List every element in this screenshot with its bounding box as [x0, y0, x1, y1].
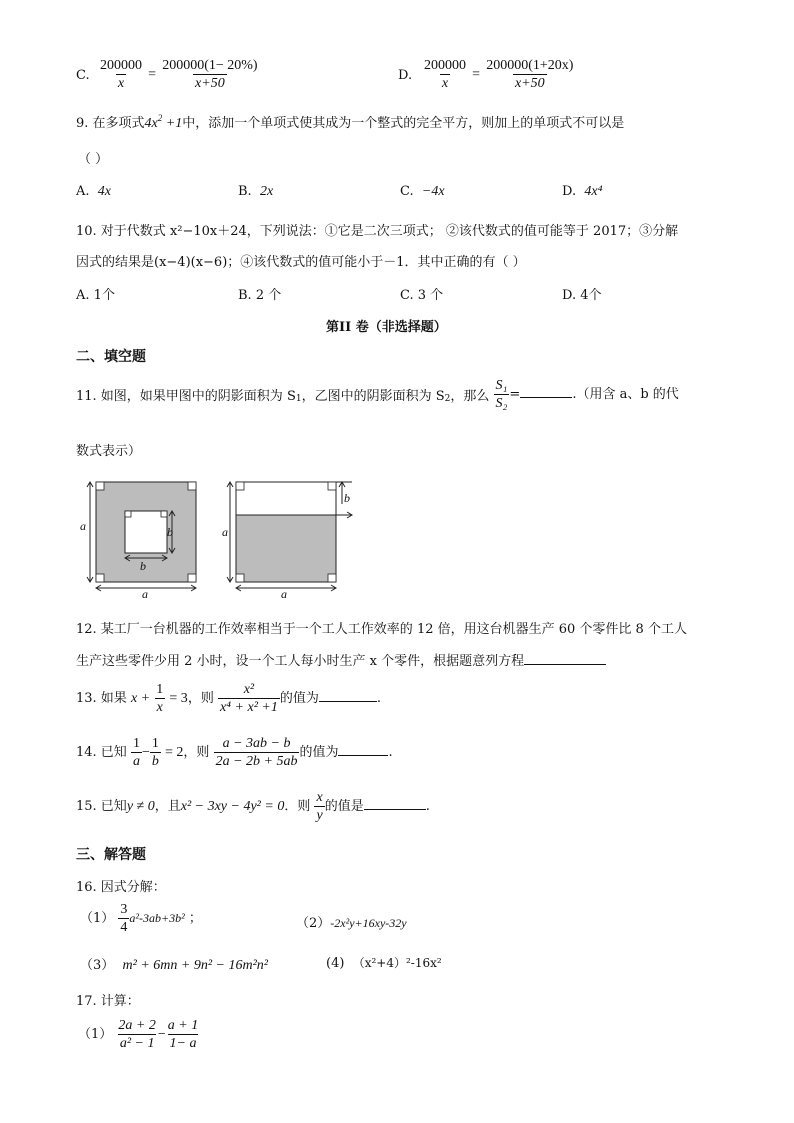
- q11-text-b: ，乙图中的阴影面积为 S: [301, 389, 445, 404]
- q13-text-a: 13. 如果: [76, 691, 127, 706]
- q15-text-b: ，且: [154, 799, 181, 814]
- q15-end: .: [425, 799, 430, 814]
- q11-equals: =: [509, 387, 521, 402]
- q13-cond-rhs: = 3: [169, 691, 188, 706]
- q8d-lhs-den: x: [441, 76, 449, 91]
- q15-frac-num: x: [316, 790, 323, 805]
- q13-frac-den: x⁴ + x² +1: [219, 700, 278, 715]
- fig1-label-b-bottom: b: [140, 559, 146, 573]
- part-3-heading: 三、解答题: [76, 847, 146, 863]
- q14-end: .: [388, 745, 393, 760]
- figure-jia: [80, 482, 196, 598]
- q16-p1-label: （1）: [80, 911, 115, 926]
- q17-f2-den: 1− a: [169, 1036, 197, 1051]
- q16-part-4: [326, 954, 442, 971]
- q11-text-c: ，那么: [450, 389, 490, 404]
- q8d-rhs-den: x+50: [514, 76, 545, 91]
- q8c-lhs-num: 200000: [100, 58, 142, 73]
- q15-stem: [76, 790, 430, 823]
- q15-answer-blank[interactable]: [364, 809, 426, 810]
- q9-option-c: [400, 184, 445, 200]
- q10-option-a: [76, 284, 115, 303]
- q9-text-a: 9. 在多项式: [76, 116, 145, 131]
- q13-text-b: ，则: [187, 691, 214, 706]
- q8c-lhs-den: x: [117, 76, 125, 91]
- q11-figures: [78, 474, 368, 598]
- q17-part-1: [78, 1018, 200, 1051]
- q15-frac-den: y: [316, 808, 323, 823]
- q14-frac-num: a − 3ab − b: [222, 736, 291, 751]
- q13-cond-lhs: x +: [130, 691, 151, 706]
- q11-text-a: 11. 如图，如果甲图中的阴影面积为 S: [76, 389, 296, 404]
- fig2-shaded: [236, 515, 336, 582]
- fig1-label-b-right: b: [167, 525, 173, 539]
- q9-opt-d-label: D.: [562, 184, 577, 199]
- q14-stem: [76, 736, 393, 769]
- q11-frac-num: S₁: [495, 378, 508, 393]
- q8d-lhs-num: 200000: [424, 58, 466, 73]
- q17-p1-label: （1）: [78, 1027, 113, 1042]
- q15-cond1: y ≠ 0: [126, 799, 155, 814]
- q10-line-2: 因式的结果是(x−4)(x−6)；④该代数式的值可能小于－1．其中正确的有（ ）: [76, 255, 526, 270]
- q17-title: 17. 计算：: [76, 994, 140, 1009]
- q9-option-d: [562, 184, 602, 200]
- fig2-label-a-left: a: [222, 525, 228, 539]
- q13-answer-blank[interactable]: [319, 701, 377, 702]
- q16-p4-expr: （x²+4）²-16x²: [352, 956, 442, 970]
- q10-option-c: [400, 284, 443, 303]
- q16-p4-label: (4): [326, 956, 345, 971]
- q15-text-c: ．则: [284, 799, 311, 814]
- q9-opt-a-label: A.: [76, 184, 90, 199]
- q14-minus: −: [141, 745, 150, 760]
- q8d-rhs-num: 200000(1+20x): [486, 58, 574, 73]
- q10-opt-a-label: A.: [76, 288, 90, 303]
- q14-answer-blank[interactable]: [338, 755, 388, 756]
- q13-text-c: 的值为: [279, 691, 319, 706]
- q9-opt-b-label: B.: [238, 184, 252, 199]
- q12-line-1: 12. 某工厂一台机器的工作效率相当于一个工人工作效率的 12 倍，用这台机器生产 60 个零件比 8 个工人: [76, 622, 687, 637]
- q15-cond2: x² − 3xy − 4y² = 0: [180, 799, 285, 814]
- q12-line-2: [76, 650, 606, 669]
- q10-opt-c-text: 3 个: [417, 288, 444, 303]
- q16-p3-expr: m² + 6mn + 9n² − 16m²n²: [122, 958, 269, 973]
- q10-opt-c-label: C.: [400, 288, 414, 303]
- q16-part-3: [80, 954, 268, 974]
- q16-p2-label: （2）: [296, 916, 331, 931]
- q15-text-a: 15. 已知: [76, 799, 127, 814]
- q11-line-2: 数式表示）: [76, 444, 142, 459]
- q13-end: .: [376, 691, 382, 706]
- q10-line-1: 10. 对于代数式 x²−10x＋24，下列说法：①它是二次三项式； ②该代数式的值可能等于 2017；③分解: [76, 224, 679, 239]
- q9-opt-d-expr: 4x⁴: [584, 184, 603, 199]
- q10-opt-b-text: 2 个: [255, 288, 282, 303]
- q14-frac-den: 2a − 2b + 5ab: [215, 754, 298, 769]
- q15-text-d: 的值是: [324, 799, 364, 814]
- q16-p1-rest: a²-3ab+3b²: [129, 911, 185, 925]
- q9-opt-c-label: C.: [400, 184, 414, 199]
- q17-f2-num: a + 1: [167, 1018, 199, 1033]
- q9-opt-b-expr: 2x: [259, 184, 274, 199]
- q8c-rhs-den: x+50: [195, 76, 225, 91]
- q17-f1-num: 2a + 2: [118, 1018, 156, 1033]
- q9-text-b: 中，添加一个单项式使其成为一个整式的完全平方，则加上的单项式不可以是: [182, 116, 625, 131]
- q16-part-2: [296, 912, 407, 931]
- q14-text-b: ，则: [183, 745, 210, 760]
- q11-fraction: [494, 378, 510, 411]
- q14-f2-den: b: [151, 754, 159, 769]
- q10-opt-a-text: 1个: [93, 288, 115, 303]
- fig2-label-a-bottom: a: [281, 587, 287, 598]
- section-title: 第II 卷（非选择题）: [326, 320, 447, 335]
- q11-frac-den: S₂: [495, 396, 508, 411]
- q16-part-1: [80, 902, 202, 935]
- q11-answer-blank[interactable]: [520, 397, 572, 398]
- q13-cond-den: x: [156, 700, 163, 715]
- q13-cond-num: 1: [156, 682, 164, 697]
- q16-p1-den: 4: [120, 920, 128, 935]
- q8-option-d-equation: $\frac{200000}{x}$ = $\frac{200000(1+20x)}{x+50}$: [424, 58, 574, 91]
- q9-option-a: [76, 184, 111, 200]
- q14-text-a: 14. 已知: [76, 745, 127, 760]
- q17-f1-den: a² − 1: [119, 1036, 155, 1051]
- q9-polynomial: $4x^2 +1$: [144, 113, 183, 131]
- q9-paren: （ ）: [78, 152, 109, 167]
- q12-answer-blank[interactable]: [524, 664, 606, 665]
- q16-p1-end: ；: [188, 911, 202, 926]
- q8-option-d-label: D.: [398, 68, 413, 83]
- fig1-label-a-bottom: a: [142, 587, 148, 598]
- q16-p2-expr: -2x²y+16xy-32y: [330, 916, 407, 930]
- q13-stem: [76, 682, 381, 715]
- q13-frac-num: x²: [243, 682, 255, 697]
- q10-option-d: [562, 284, 602, 303]
- fig1-label-a-left: a: [80, 519, 86, 533]
- q10-opt-d-label: D.: [562, 288, 577, 303]
- figure-yi: [222, 482, 352, 598]
- part-2-heading: 二、填空题: [76, 349, 146, 365]
- q14-text-c: 的值为: [299, 745, 339, 760]
- fig2-label-b: b: [344, 491, 350, 505]
- q8-option-c-equation: $\frac{200000}{x}$ = $\frac{200000(1- 20\%)}{x+50}$: [100, 58, 258, 91]
- q17-minus: −: [157, 1027, 166, 1042]
- q9-stem: [76, 112, 624, 132]
- q11-stem: 11. 如图，如果甲图中的阴影面积为 $S_1$，乙图中的阴影面积为 $S_2$，那么 $\frac{\text{S₁}}{\text{S₂}}$ = .（用含 a、b 的代: [76, 378, 679, 411]
- q11-text-e: .（用含 a、b 的代: [572, 387, 679, 402]
- q8-option-c-label: C.: [76, 68, 90, 83]
- q14-f2-num: 1: [151, 736, 159, 751]
- q14-eq: = 2: [165, 745, 184, 760]
- q8c-rhs-num: 200000(1− 20%): [162, 58, 258, 73]
- q9-opt-a-expr: 4x: [97, 184, 112, 199]
- q12-text: 生产这些零件少用 2 小时，设一个工人每小时生产 x 个零件，根据题意列方程: [76, 654, 525, 669]
- q10-opt-b-label: B.: [238, 288, 252, 303]
- q16-p3-label: （3）: [80, 958, 115, 973]
- q14-f1-den: a: [132, 754, 140, 769]
- q10-option-b: [238, 284, 281, 303]
- q10-opt-d-text: 4个: [580, 288, 602, 303]
- q9-opt-c-expr: −4x: [421, 184, 445, 199]
- q16-p1-num: 3: [120, 902, 128, 917]
- q9-option-b: [238, 184, 273, 200]
- q14-f1-num: 1: [132, 736, 140, 751]
- q16-title: 16. 因式分解：: [76, 880, 166, 895]
